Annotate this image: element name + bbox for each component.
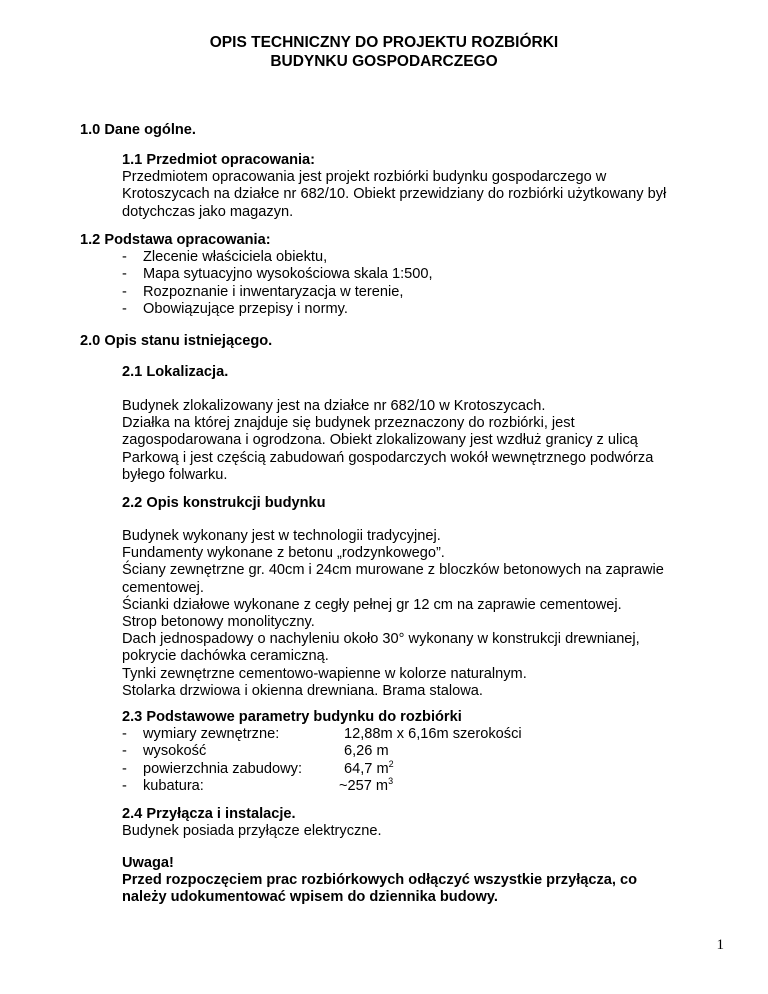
section-2-2-heading: 2.2 Opis konstrukcji budynku	[122, 495, 326, 511]
page-number: 1	[716, 937, 724, 953]
paragraph-line: pokrycie dachówka ceramiczną.	[122, 648, 329, 665]
note-line: należy udokumentować wpisem do dziennika budowy.	[122, 889, 498, 906]
section-2-4-heading: 2.4 Przyłącza i instalacje.	[122, 806, 296, 822]
paragraph-line: Dach jednospadowy o nachyleniu około 30° wykonany w konstrukcji drewnianej,	[122, 631, 640, 648]
parameter-value: 64,7 $m^2$	[344, 758, 394, 777]
section-2-4	[122, 806, 382, 840]
paragraph-line: Ściany zewnętrzne gr. 40cm i 24cm murowane z bloczków betonowych na zaprawie	[122, 562, 664, 579]
title-line-2: BUDYNKU GOSPODARCZEGO	[270, 53, 498, 70]
paragraph-line: Budynek posiada przyłącze elektryczne.	[122, 823, 382, 840]
paragraph-line: zagospodarowana i ogrodzona. Obiekt zlokalizowany jest wzdłuż granicy z ulicą	[122, 432, 638, 449]
superscript: 3	[388, 775, 394, 786]
section-1-2-heading: 1.2 Podstawa opracowania:	[80, 232, 271, 248]
paragraph-line: Stolarka drzwiowa i okienna drewniana. Brama stalowa.	[122, 682, 483, 699]
list-item: - Mapa sytuacyjno wysokościowa skala 1:500,	[122, 266, 433, 283]
section-1-1-line: dotychczas jako magazyn.	[122, 203, 294, 220]
paragraph-line: Tynki zewnętrzne cementowo-wapienne w kolorze naturalnym.	[122, 665, 527, 682]
paragraph-line: cementowej.	[122, 579, 204, 596]
list-item: - Obowiązujące przepisy i normy.	[122, 300, 348, 317]
warning-note	[122, 855, 637, 907]
parameter-value: ~257 $m^3$	[339, 775, 394, 794]
parameter-label: kubatura:	[143, 777, 204, 794]
list-item: - Zlecenie właściciela obiektu,	[122, 249, 328, 266]
parameter-value: 6,26 m	[344, 743, 389, 760]
parameter-row: - kubatura: ~257 $m^3$	[122, 778, 584, 795]
paragraph-line: Ścianki działowe wykonane z cegły pełnej gr 12 cm na zaprawie cementowej.	[122, 596, 622, 613]
paragraph-line: Działka na której znajduje się budynek przeznaczony do rozbiórki, jest	[122, 415, 575, 432]
paragraph-line: Budynek wykonany jest w technologii tradycyjnej.	[122, 528, 441, 544]
section-1-heading: 1.0 Dane ogólne.	[80, 122, 196, 138]
section-1-1-heading: 1.1 Przedmiot opracowania:	[122, 152, 316, 168]
title-line-1: OPIS TECHNICZNY DO PROJEKTU ROZBIÓRKI	[209, 34, 559, 51]
paragraph-line: Strop betonowy monolityczny.	[122, 614, 315, 631]
section-2-2-body	[122, 528, 664, 700]
note-line: Przed rozpoczęciem prac rozbiórkowych odłączyć wszystkie przyłącza, co	[122, 872, 638, 889]
note-heading: Uwaga!	[122, 855, 174, 871]
section-2-1-body	[122, 398, 653, 484]
section-2-3	[122, 709, 584, 795]
section-1-1	[122, 152, 666, 221]
paragraph-line: Parkową i jest częścią zabudowań gospodarczych wokół wewnętrznego podwórza	[122, 449, 654, 466]
list-item: - Rozpoznanie i inwentaryzacja w terenie,	[122, 283, 404, 300]
parameter-row: - powierzchnia zabudowy: 64,7 $m^2$	[122, 761, 584, 778]
document-title	[0, 33, 768, 71]
section-1-2	[80, 232, 433, 318]
section-2-heading: 2.0 Opis stanu istniejącego.	[80, 333, 273, 349]
parameter-label: powierzchnia zabudowy:	[143, 760, 302, 777]
paragraph-line: byłego folwarku.	[122, 466, 228, 483]
parameter-label: wymiary zewnętrzne:	[143, 726, 280, 743]
superscript: 2	[388, 758, 394, 769]
parameter-label: wysokość	[143, 743, 207, 760]
section-2-1-heading: 2.1 Lokalizacja.	[122, 364, 229, 380]
section-1-1-line: Krotoszycach na działce nr 682/10. Obiekt przewidziany do rozbiórki użytkowany był	[122, 186, 667, 203]
section-2-3-heading: 2.3 Podstawowe parametry budynku do rozbiórki	[122, 709, 462, 725]
parameter-value: 12,88m x 6,16m szerokości	[344, 726, 522, 743]
parameter-row: - wysokość 6,26 m	[122, 743, 584, 760]
paragraph-line: Fundamenty wykonane z betonu „rodzynkowego”.	[122, 545, 445, 562]
parameter-row: - wymiary zewnętrzne: 12,88m x 6,16m szerokości	[122, 726, 584, 743]
paragraph-line: Budynek zlokalizowany jest na działce nr 682/10 w Krotoszycach.	[122, 398, 546, 414]
section-1-1-line: Przedmiotem opracowania jest projekt rozbiórki budynku gospodarczego w	[122, 169, 607, 186]
